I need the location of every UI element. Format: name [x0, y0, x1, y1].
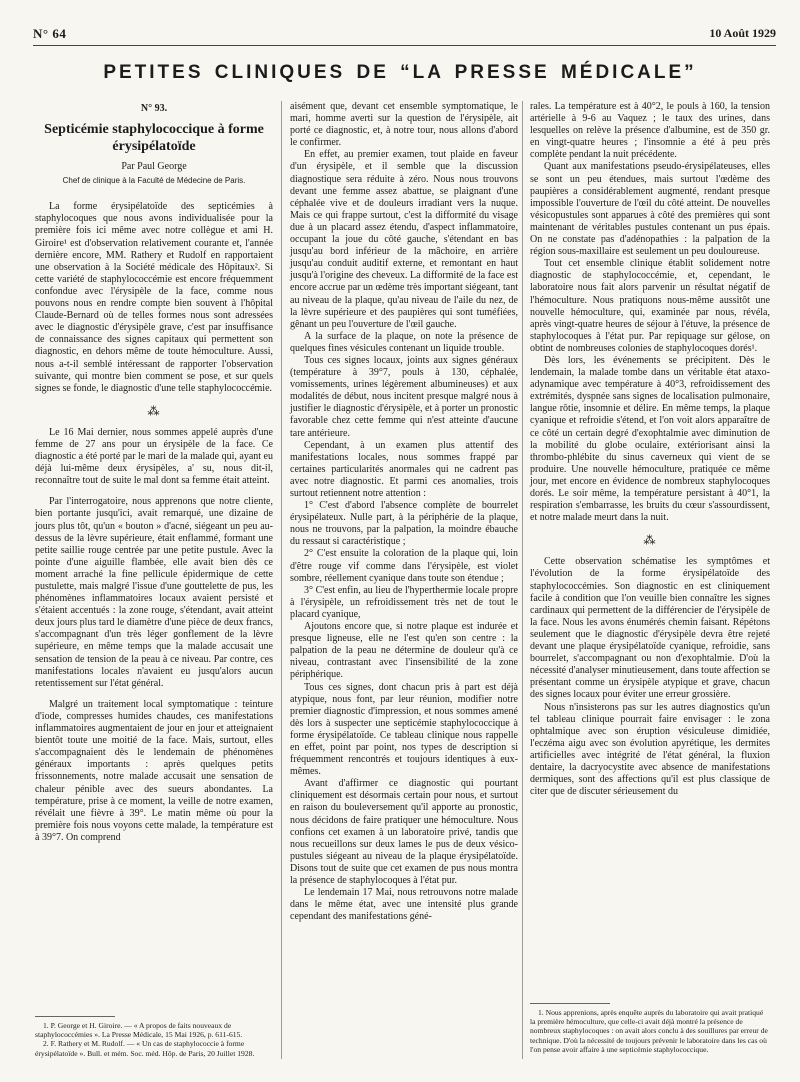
footnotes-col1: [35, 1016, 273, 1058]
article-author: Par Paul George: [121, 161, 187, 173]
paragraph: Tout cet ensemble clinique établit solidement notre diagnostic de staphylococcémie, et, cependant, le laboratoire nous fait alors parvenir un résultat négatif de l'hémoculture. Nous pratiquons nous-même aussitôt une nouvelle hémoculture, qui, examinée par nous, révéla, après vingt-quatre heures de séjour à l'étuve, la présence de staphylocoques à l'état pur. Par repiquage sur gélose, on obtint de nombreuses colonies de staphylocoques dorés¹.: [530, 258, 770, 354]
paragraph: Dès lors, les événements se précipitent. Dès le lendemain, la malade tombe dans un véritable état ataxo-adynamique avec température à 40°3, refroidissement des extrémités, dyspnée sans signes de localisation pulmonaire, langue rôtie, insomnie et délire. En même temps, la plaque cyanique et refroidie s'étend, et l'on voit alors apparaître de ce côté un certain degré d'exophtalmie avec diminution de la mobilité du globe oculaire, extériorisant ainsi la thrombo-phlébite du sinus caverneux qui vient de se produire. Une nouvelle hémoculture, pratiquée ce même jour, met encore en évidence de nombreux staphylocoques dorés. Le soir même, la température persistant à 40°1, la respiration s'embarrasse, les bruits du cœur s'assourdissent, et notre malade meurt dans la nuit.: [530, 354, 770, 524]
header-rule: [33, 45, 776, 46]
paragraph: Avant d'affirmer ce diagnostic qui pourtant cliniquement est désormais certain pour nous, et surtout en raison du bouleversement qu'il apporte au pronostic, nous décidons de faire pratiquer une hémoculture. Nous confions cet examen à un laboratoire privé, tandis que nous recueillons sur deux lames le pus de deux vésico-pustules siégeant au niveau de la plaque érysipélatoïde. Disons tout de suite que cet examen de pus nous montra la présence de staphylocoques à l'état pur.: [290, 778, 518, 886]
paragraph: Par l'interrogatoire, nous apprenons que notre cliente, bien portante jusqu'ici, avait remarqué, une dizaine de jours plus tôt, qu'un « bouton » d'acné, siégeant un peu au-dessus de la lèvre supérieure, était enflammé, formant une petite saillie rouge centrée par une petite pustule. Avec la pointe d'une aiguille flambée, elle avait bien dès ce moment arraché la fine pellicule épidermique de cette pustulette, mais malgré l'issue d'une gouttelette de pus, les phénomènes inflammatoires locaux avaient persisté et s'étaient accentués : la zone rouge, s'étendant, avait atteint deux jours plus tard le diamètre d'une pièce de deux francs, s'accompagnant d'un très léger gonflement de la lèvre supérieure, en même temps que la malade accusait une sensation de tension de la peau à ce niveau. Par contre, ces manifestations locales n'avaient eu jusqu'alors aucun retentissement sur l'état général.: [35, 496, 273, 689]
text-column-3: [530, 101, 770, 798]
paragraph: Cependant, à un examen plus attentif des manifestations locales, nous sommes frappé par certaines particularités anormales qui ne cadrent pas avec notre diagnostic. Et parmi ces anomalies, trois surtout retiennent notre attention :: [290, 439, 518, 499]
list-item: 1° C'est d'abord l'absence complète de bourrelet érysipélateux. Nulle part, à la périphérie de la plaque, nous ne trouvons, par la palpation, la moindre ébauche du ressaut si caractéristique ;: [290, 500, 518, 548]
footnote: 1. Nous apprenions, après enquête auprès du laboratoire qui avait pratiqué la première hémoculture, que celle-ci avait déjà montré la présence de nombreux staphylocoques : on avait alors conclu à des souillures par erreur de technique. D'où la nécessité de toujours prévenir le laboratoire dans les cas où l'on pense avoir affaire à une septicémie staphylococcique.: [530, 1008, 768, 1054]
page-number: N° 64: [33, 26, 67, 41]
paragraph: aisément que, devant cet ensemble symptomatique, le mari, homme averti sur la question de l'érysipèle, ait porté ce diagnostic, et, à notre tour, nous allons d'abord le confirmer.: [290, 101, 518, 149]
list-item: 3° C'est enfin, au lieu de l'hyperthermie locale propre à l'érysipèle, un refroidissement très net de tout le placard cyanique,: [290, 584, 518, 620]
paragraph: Le 16 Mai dernier, nous sommes appelé auprès d'une femme de 27 ans pour un érysipèle de la face. Ce diagnostic a été porté par le mari de la malade qui, ayant eu déjà lui-même deux érysipèles, a' su, nous dit-il, reconnaître tout de suite le mal dont sa femme était atteint.: [35, 426, 273, 487]
paragraph: Tous ces signes, dont chacun pris à part est déjà atypique, nous font, par leur réunion, modifier notre premier diagnostic d'impression, et nous sommes amené dès lors à suspecter une septicémie staphylococcique à forme érysipélatoïde. Ce tableau clinique nous rappelle en effet, point par point, nos types de description si fréquemment rencontrés et toujours identiques à eux-mêmes.: [290, 681, 518, 778]
footnotes-col3: [530, 1003, 770, 1054]
section-separator: ⁂: [643, 533, 657, 548]
paragraph: En effet, au premier examen, tout plaide en faveur d'un érysipèle, et il semble que la discussion diagnostique sera réduite à zéro. Nous nous trouvons devant une femme assez abattue, se plaignant d'une céphalée vive et de douleurs irradiant vers la nuque. Mais ce qui frappe surtout, c'est la difformité du visage due à un placard assez étendu, d'aspect inflammatoire, occupant la joue du côté gauche, s'étendant en bas jusqu'au bord inférieur de la mâchoire, en arrière jusqu'au conduit auditif externe, et remontant en haut jusqu'à l'origine des cheveux. La difformité de la face est encore accrue par un œdème très important siégeant, tant au niveau de la plaque, qu'au niveau de l'aile du nez, de la lèvre supérieure et des paupières qui sont tuméfiées, gênant un peu l'ouverture de l'œil gauche.: [290, 149, 518, 330]
footnote: 2. F. Rathery et M. Rudolf. — « Un cas de staphylococcie à forme érysipélatoïde ». Bull. et mém. Soc. méd. Hôp. de Paris, 20 Juillet 1928.: [35, 1039, 255, 1058]
paragraph: La forme érysipélatoïde des septicémies à staphylocoques que nous avons individualisée pour la première fois ici même avec notre collègue et ami H. Giroire¹ est d'observation relativement courante et, l'année dernière encore, MM. Rathery et Rudolf en rapportaient une observation à la Société médicale des Hôpitaux². Si cette variété de staphylococcémie est encore fréquemment confondue avec l'érysipèle de la face, comme nous pouvons nous en rendre compte bien souvent à l'hôpital Claude-Bernard où de telles formes nous sont adressées avec le diagnostic d'érysipèle grave, c'est par insuffisance de connaissance des signes capitaux qui permettent son diagnostic, en dehors même de toute hémoculture. Aussi, nous a-t-il semblé intéressant de rapporter l'observation suivante, qui montre bien comment se pose, et sur quels signes se fonde, le diagnostic d'une telle staphylococcémie.: [35, 201, 273, 394]
paragraph: Quant aux manifestations pseudo-érysipélateuses, elles se sont un peu étendues, mais surtout l'œdème des paupières a considérablement augmenté, rendant presque impossible l'ouverture de l'œil du côté atteint. De nouvelles vésicopustules sont apparues à côté des premières qui sont maintenant de véritables pustules contenant un pus épais. On ne constate pas d'adénopathies : la palpation de la région sous-maxillaire est seulement un peu douloureuse.: [530, 161, 770, 258]
author-affiliation: Chef de clinique à la Faculté de Médecine de Paris.: [62, 176, 246, 186]
paragraph: Ajoutons encore que, si notre plaque est indurée et presque ligneuse, elle ne l'est qu'en son centre : la palpation de la peau ne détermine de douleur qu'à ce niveau, contrastant avec l'insensibilité de la zone périphérique.: [290, 621, 518, 681]
issue-date: 10 Août 1929: [709, 26, 776, 40]
section-separator: ⁂: [147, 403, 161, 418]
paragraph: A la surface de la plaque, on note la présence de quelques fines vésicules contenant un liquide trouble.: [290, 330, 518, 354]
paragraph: Cette observation schématise les symptômes et l'évolution de la forme érysipélatoïde des staphylococcémies. Son diagnostic en est cliniquement facile à condition que l'on veuille bien connaître les signes cardinaux qui permettent de la différencier de l'érysipèle de la face. Nous les avons énumérés chemin faisant. Répétons seulement que le diagnostic d'érysipèle devra être rejeté devant une plaque érysipélatoïde cyanique, refroidie, sans bourrelet, s'accompagnant ou non d'exophtalmie. D'où la nécessité d'analyser minutieusement, dans toute affection se présentant comme un érysipèle atypique et grave, chacun des signes locaux pour éviter une erreur grossière.: [530, 556, 770, 701]
column-divider: [522, 101, 523, 1059]
article-title: Septicémie staphylococcique à forme érysipélatoïde: [44, 122, 264, 155]
article-number: N° 93.: [140, 103, 168, 114]
footnote-rule: [530, 1003, 610, 1004]
text-column-1: [35, 101, 273, 844]
footnote-rule: [35, 1016, 115, 1017]
paragraph: Tous ces signes locaux, joints aux signes généraux (température à 39°7, pouls à 130, céphalée, vomissements, urines légèrement albumineuses) et aux modalités de début, nous incitent presque malgré nous à justifier le diagnostic d'érysipèle, et à porter un pronostic favorable chez cette femme qui n'est atteinte d'aucune tare antérieure.: [290, 354, 518, 439]
column-divider: [281, 101, 282, 1059]
paragraph: Malgré un traitement local symptomatique : teinture d'iode, compresses humides chaudes, ces manifestations inflammatoires augmentaient de jour en jour et atteignaient bientôt toute une moitié de la face. Mais, surtout, elles s'accompagnaient dès le lendemain de phénomènes généraux importants : après quelques petits frissonnements, notre malade accusait une sensation de chaleur pénible avec des sueurs abondantes. La température, prise à ce moment, la veille de notre examen, révélait une fièvre à 39°. Le matin même où pour la première fois nous voyons cette malade, la température est à 39°7. On comprend: [35, 698, 273, 843]
paragraph: Le lendemain 17 Mai, nous retrouvons notre malade dans le même état, avec une intensité plus grande cependant des manifestations géné-: [290, 887, 518, 923]
journal-banner: PETITES CLINIQUES DE “LA PRESSE MÉDICALE”: [103, 62, 697, 83]
paragraph: rales. La température est à 40°2, le pouls à 160, la tension artérielle à 9-6 au Vaquez ; le taux des urines, dans lesquelles on relève la présence d'albumine, est de 350 gr. en vingt-quatre heures ; l'insomnie a été à peu près complète pendant la nuit précédente.: [530, 101, 770, 161]
text-column-2: [290, 101, 518, 923]
list-item: 2° C'est ensuite la coloration de la plaque qui, loin d'être rouge vif comme dans l'érysipèle, est violet sombre, réellement cyanique dans toute son étendue ;: [290, 548, 518, 584]
paragraph: Nous n'insisterons pas sur les autres diagnostics qu'un tel tableau clinique pourrait faire envisager : le zona ophtalmique avec son éruption vésiculeuse dimidiée, l'eczéma aigu avec son évolution apyrétique, les dermites artificielles avec intégrité de l'état général, la fluxion dentaire, la dacryocystite avec absence de manifestations dermiques, sont des affections qu'il est plus classique de citer que de discuter sérieusement du: [530, 701, 770, 798]
footnote: 1. P. George et H. Giroire. — « A propos de faits nouveaux de staphylococcémies ». La Presse Médicale, 15 Mai 1926, p. 611-615.: [35, 1021, 243, 1040]
